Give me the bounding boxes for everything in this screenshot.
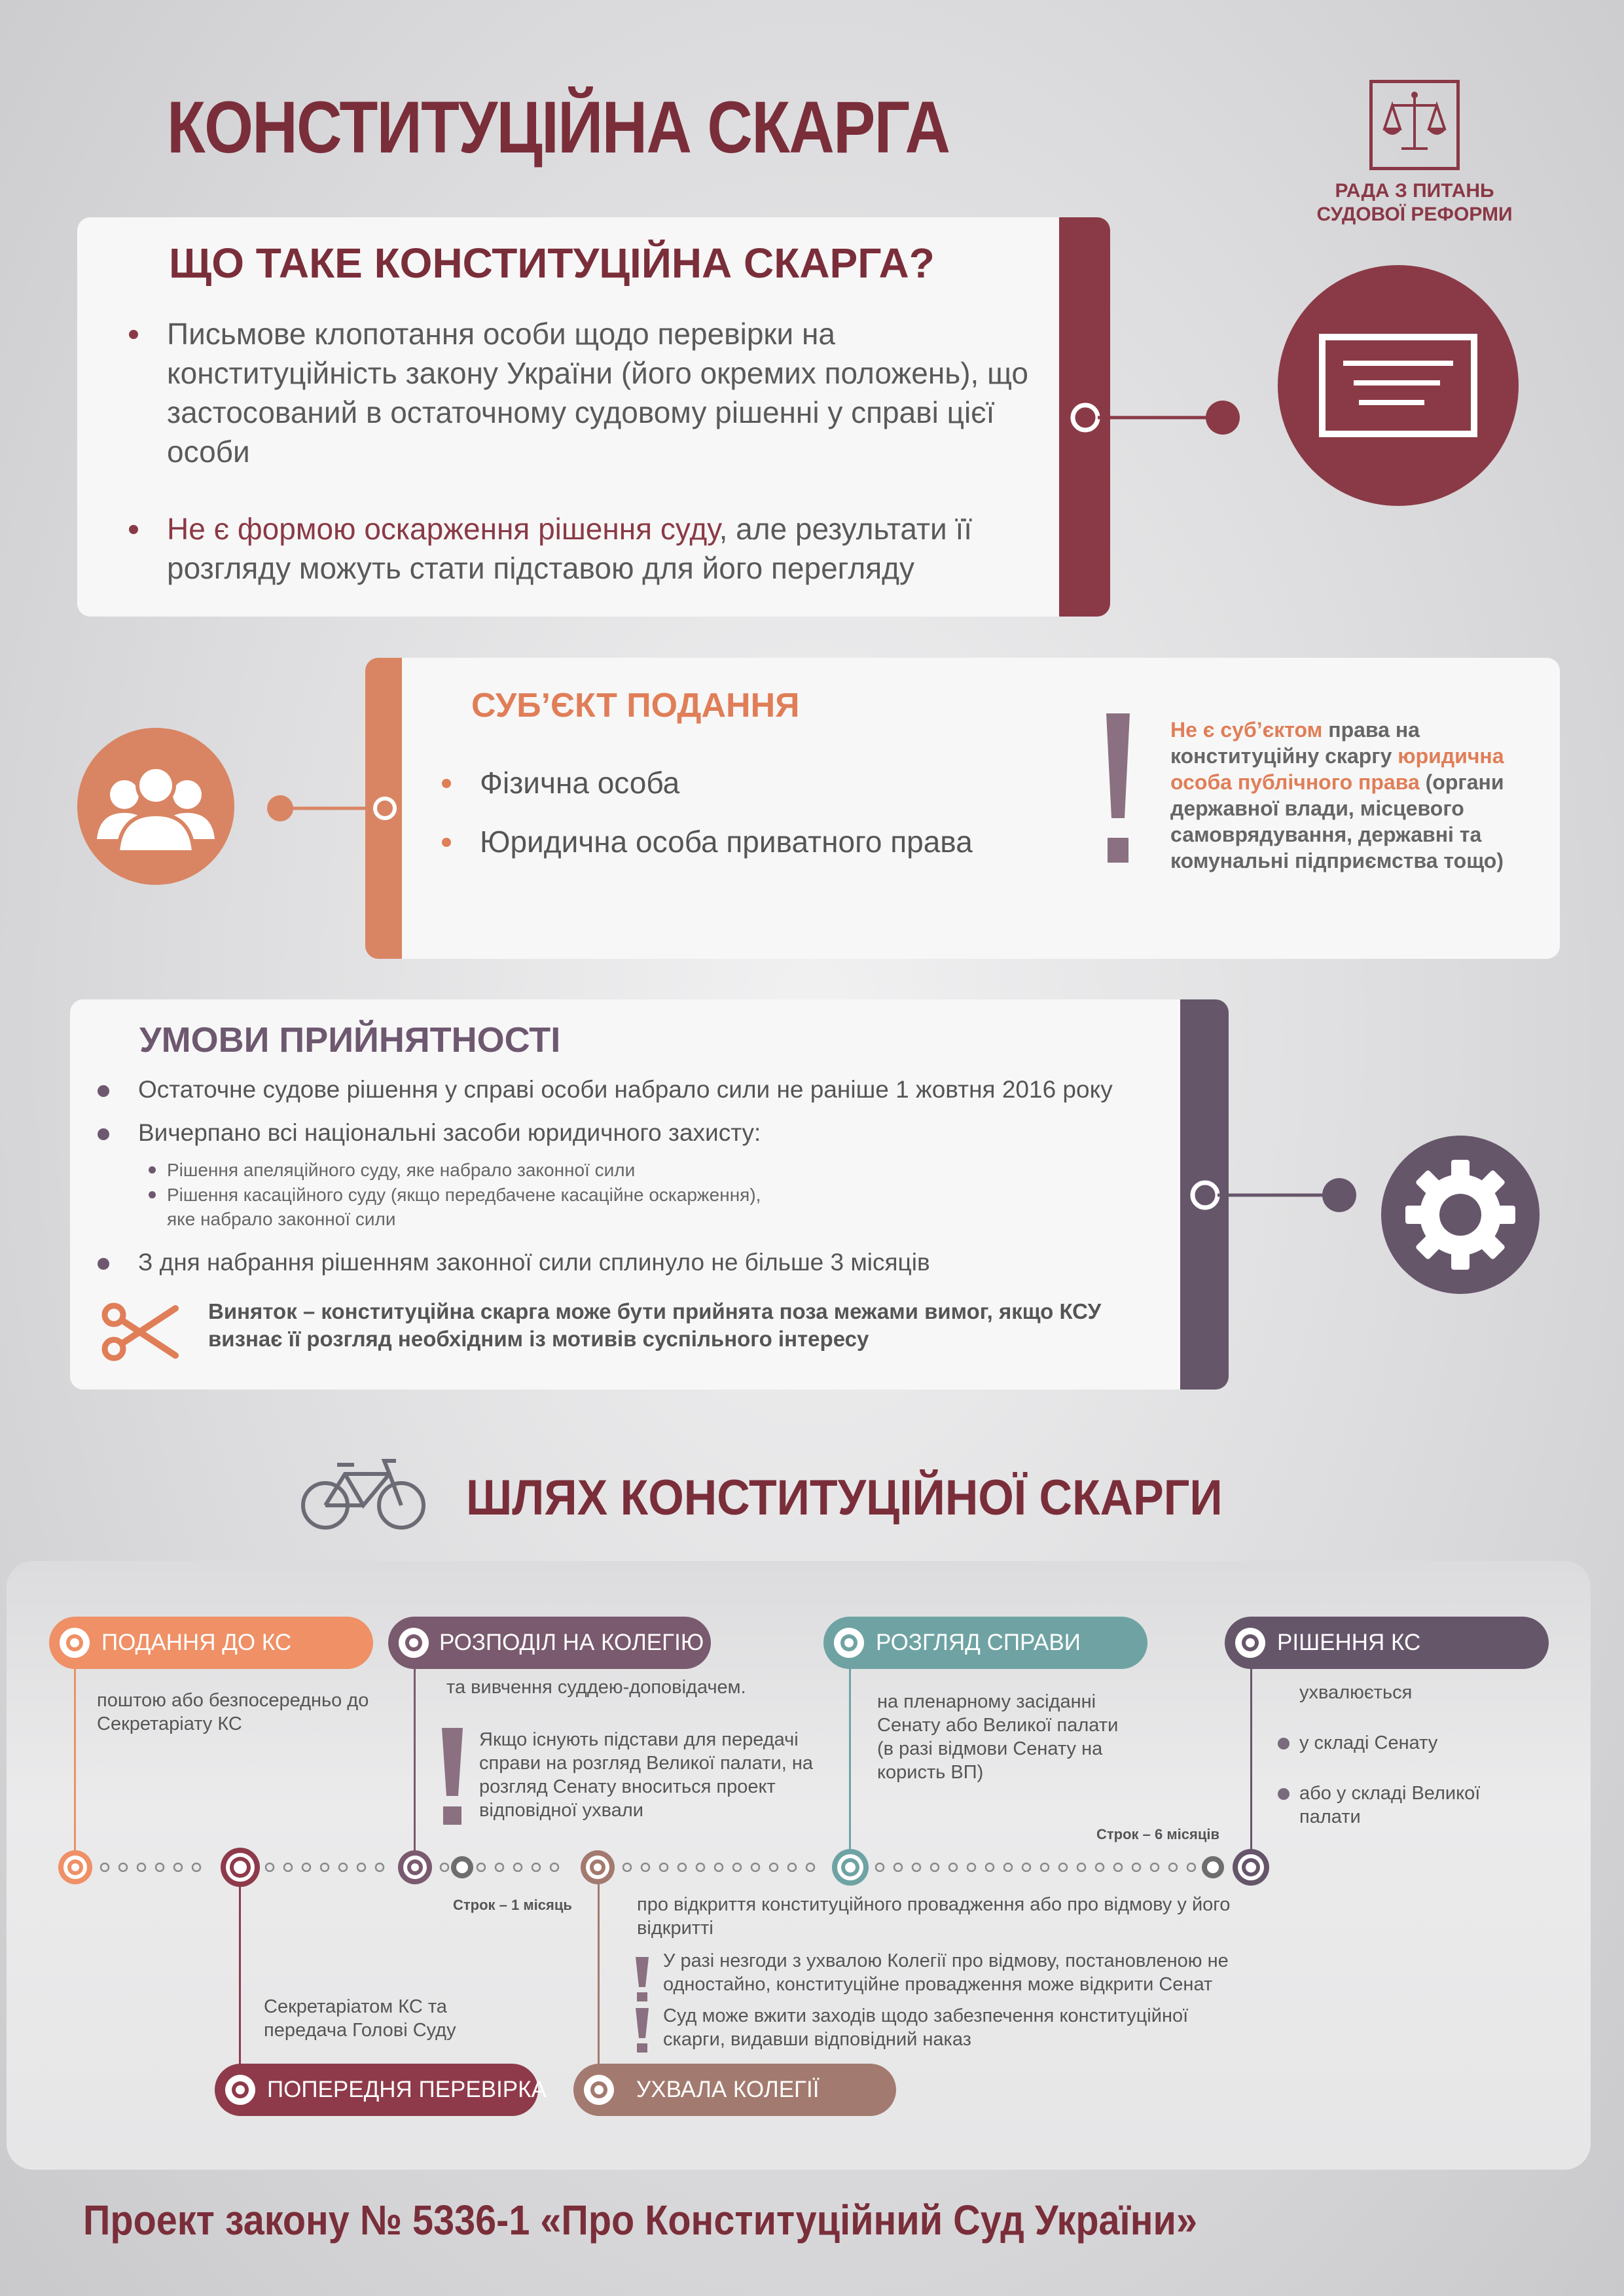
timeline-node [58,1850,92,1884]
timeline-dot [894,1863,902,1871]
step-ruling-text: про відкриття конституційного провадження або про відмову у його відкритті [637,1894,1231,1939]
timeline-dot [1169,1863,1177,1871]
gear-icon [1381,1136,1540,1294]
step-line [74,1669,76,1854]
step-ruling-note1: У разі незгоди з ухвалою Колегії про відмову, постановленою не одностайно, конституційне провадження може відкрити Сенат [663,1950,1229,1995]
step-marker-icon [225,2075,255,2105]
bullet-icon [1278,1788,1290,1800]
deadline-1-month: Строк – 1 місяць [453,1897,572,1913]
subject-item: Юридична особа приватного права [480,825,973,859]
timeline-dot [1004,1863,1012,1871]
step-precheck-pill: ПОПЕРЕДНЯ ПЕРЕВІРКА [215,2064,538,2116]
condition-subitem: Рішення апеляційного суду, яке набрало законної сили [167,1158,635,1182]
step-distribution-note: Якщо існують підстави для передачі справи на розгляд Великої палати, на розгляд Сенату вноситься проект відповідної ухвали [479,1729,813,1821]
timeline-dot [376,1863,384,1871]
page-title: КОНСТИТУЦІЙНА СКАРГА [167,86,950,168]
step-line [849,1669,851,1854]
timeline-dot [1151,1863,1159,1871]
timeline-dot [1187,1863,1195,1871]
timeline-dot [119,1863,127,1871]
timeline-dot [967,1863,975,1871]
timeline-dot [532,1863,540,1871]
exclamation-icon [635,2008,649,2053]
step-line [414,1669,416,1854]
step-decision-pill: РІШЕННЯ КС [1225,1617,1549,1669]
connector-line [1183,1170,1367,1223]
timeline-dot [1059,1863,1067,1871]
timeline-node [221,1848,260,1887]
step-review-text: на пленарному засіданні Сенату або Великої палати (в разі відмови Сенату на користь ВП) [877,1691,1119,1783]
timeline-dot [715,1863,723,1871]
timeline-dot [321,1863,329,1871]
subject-list [480,764,973,882]
timeline-dot [514,1863,522,1871]
timeline-node [832,1849,869,1886]
what-is-item: Не є формою оскарження рішення суду, але результати її розгляду можуть стати підставою для його перегляду [167,509,1057,588]
step-line [598,1882,600,2078]
subject-item: Фізична особа [480,764,973,801]
people-icon [77,728,234,885]
organization-logo-text: РАДА З ПИТАНЬ СУДОВОЇ РЕФОРМИ [1316,180,1513,225]
timeline-dot [1077,1863,1085,1871]
step-ruling-note2: Суд може вжити заходів щодо забезпечення конституційної скарги, видавши відповідний наказ [663,2005,1189,2050]
scales-logo-icon [1369,80,1460,170]
exception-note: Виняток – конституційна скарга може бути прийнята поза межами вимог, якщо КСУ визнає її розгляд необхідним із мотивів суспільного інтересу [208,1299,1102,1351]
step-marker-icon [1235,1628,1265,1658]
condition-subitem-cont: яке набрало законної сили [167,1209,396,1229]
condition-item: Вичерпано всі національні засоби юридичного захисту: [138,1118,761,1148]
document-icon [1278,265,1519,506]
what-is-item: Письмове клопотання особи щодо перевірки на конституційність закону України (його окремих положень), що застосований в остаточному судовому рішенні у справі цієї особи [167,314,1057,471]
bicycle-icon [298,1454,429,1532]
timeline-dot [174,1863,182,1871]
step-marker-icon [399,1628,429,1658]
timeline-dot [302,1863,310,1871]
step-line [239,1882,241,2078]
exclamation-icon [635,1957,649,2001]
timeline-dot [496,1863,503,1871]
timeline-dot [477,1863,485,1871]
exclamation-icon [1105,713,1131,864]
step-precheck-text: Секретаріатом КС та передача Голові Суду [264,1996,456,2041]
subject-note: Не є суб’єктом права на конституційну скаргу юридична особа публічного права (органи державної влади, місцевого самоврядування, державні та комунальні підприємства тощо) [1170,718,1504,872]
footer-law-title: Проект закону № 5336-1 «Про Конституційний Суд України» [83,2197,1197,2244]
bullet-icon [1278,1738,1290,1749]
step-marker-icon [60,1628,90,1658]
timeline-dot [623,1863,631,1871]
deadline-node [1204,1859,1221,1876]
what-is-list [167,314,1057,626]
timeline-dot [876,1863,884,1871]
connector-line [259,785,409,831]
timeline-node [581,1850,615,1884]
step-submission-pill: ПОДАННЯ ДО КС [49,1617,373,1669]
timeline-dot [751,1863,759,1871]
step-decision-text: ухвалюється [1299,1682,1413,1703]
timeline-dot [696,1863,704,1871]
step-submission-text: поштою або безпосередньо до Секретаріату КС [97,1690,369,1734]
step-decision-option: або у складі Великої палати [1299,1783,1481,1827]
timeline-node [1233,1849,1269,1886]
timeline-dot [788,1863,796,1871]
timeline-dot [733,1863,741,1871]
timeline-dot [949,1863,957,1871]
exclamation-icon [441,1728,464,1826]
timeline-dot [912,1863,920,1871]
timeline-dot [986,1863,994,1871]
timeline-dot [339,1863,347,1871]
timeline-dot [806,1863,814,1871]
deadline-6-months: Строк – 6 місяців [1096,1826,1219,1842]
scissors-icon [98,1299,180,1365]
step-ruling-pill: УХВАЛА КОЛЕГІЇ [573,2064,896,2116]
step-distribution-pill: РОЗПОДІЛ НА КОЛЕГІЮ [388,1617,711,1669]
timeline-dot [1022,1863,1030,1871]
step-decision-option: у складі Сенату [1299,1732,1438,1753]
connector-line [1064,393,1247,445]
step-distribution-text: та вивчення суддею-доповідачем. [446,1677,746,1698]
step-review-pill: РОЗГЛЯД СПРАВИ [823,1617,1147,1669]
subject-title: СУБ’ЄКТ ПОДАННЯ [471,687,800,725]
timeline-dot [192,1863,200,1871]
timeline-dot [266,1863,274,1871]
condition-subitem: Рішення касаційного суду (якщо передбачене касаційне оскарження), [167,1183,761,1207]
timeline-dot [1096,1863,1104,1871]
timeline-dot [137,1863,145,1871]
timeline-dot [156,1863,164,1871]
timeline-node [398,1850,432,1884]
step-marker-icon [584,2075,614,2105]
timeline-dot [441,1863,448,1871]
timeline-dot [1132,1863,1140,1871]
timeline-dot [1041,1863,1049,1871]
timeline-dot [357,1863,365,1871]
conditions-title: УМОВИ ПРИЙНЯТНОСТІ [139,1020,561,1060]
path-title: ШЛЯХ КОНСТИТУЦІЙНОЇ СКАРГИ [466,1470,1223,1526]
step-marker-icon [834,1628,864,1658]
timeline-dot [660,1863,668,1871]
timeline-dot [678,1863,686,1871]
timeline-dot [1114,1863,1122,1871]
what-is-title: ЩО ТАКЕ КОНСТИТУЦІЙНА СКАРГА? [169,240,935,287]
deadline-node [454,1859,471,1876]
timeline-dot [550,1863,558,1871]
timeline-axis [46,1842,1290,1895]
timeline-dot [101,1863,109,1871]
step-line [1250,1669,1252,1854]
timeline-dot [931,1863,939,1871]
timeline-dot [284,1863,292,1871]
timeline-dot [770,1863,778,1871]
timeline-dot [641,1863,649,1871]
condition-item: Остаточне судове рішення у справі особи набрало сили не раніше 1 жовтня 2016 року [138,1075,1113,1105]
condition-item: З дня набрання рішенням законної сили сплинуло не більше 3 місяців [138,1247,930,1278]
